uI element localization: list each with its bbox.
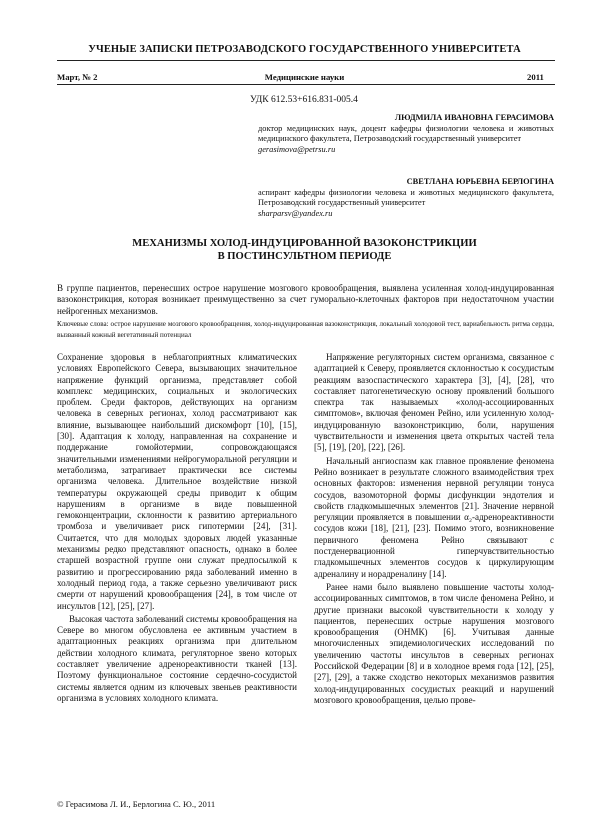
author-email[interactable]: gerasimova@petrsu.ru [258, 144, 336, 154]
header-rule [57, 60, 555, 61]
right-column [314, 352, 554, 708]
issue-label: Март, № 2 [57, 72, 98, 82]
title-line: МЕХАНИЗМЫ ХОЛОД-ИНДУЦИРОВАННОЙ ВАЗОКОНСТРИКЦИИ [132, 238, 477, 249]
author-block-1 [258, 113, 554, 155]
author-affiliation: аспирант кафедры физиологии человека и животных медицинского факультета, Петрозаводский государственный университет [258, 187, 554, 207]
keywords: Ключевые слова: острое нарушение мозгового кровообращения, холод-индуцированная вазоконстрикция, локальный холодовой тест, вариабельность ритма сердца, вызванный кожный вегетативный потенциал [57, 320, 554, 339]
udk-code: УДК 612.53+616.831-005.4 [250, 95, 358, 105]
author-block-2 [258, 177, 554, 219]
paragraph: Высокая частота заболеваний системы кровообращения на Севере во многом обусловлена ее активным участием в адаптационных реакциях организма при длительном действии холодного климата, регуляторное звено которых составляет увеличение адренореактивности тканей [13]. Поэтому функциональное состояние сердечно-сосудистой системы является одним из ключевых звеньев реактивности организма в условиях холодного климата. [57, 613, 297, 703]
paragraph: Ранее нами было выявлено повышение частоты холод-ассоциированных симптомов, в том числе феномена Рейно, и другие признаки высокой чувствительности к холоду у пациентов, перенесших острые нарушения мозгового кровообращения (ОНМК) [6]. Учитывая данные многочисленных эпидемиологических исследований по увеличению частоты инсультов в северных регионах Российской Федерации [8] и в холодное время года [12], [25], [27], [29], а также сходство некоторых механизмов развития холод-индуцированных сосудистых реакций и нарушений мозгового кровообращения, целью прове- [314, 581, 554, 705]
article-title [0, 237, 609, 263]
journal-title: УЧЕНЫЕ ЗАПИСКИ ПЕТРОЗАВОДСКОГО ГОСУДАРСТВЕННОГО УНИВЕРСИТЕТА [88, 44, 521, 55]
year-label: 2011 [527, 72, 544, 82]
author-name: СВЕТЛАНА ЮРЬЕВНА БЕРЛОГИНА [406, 177, 554, 186]
section-label: Медицинские науки [264, 72, 345, 82]
paragraph: Сохранение здоровья в неблагоприятных климатических условиях Европейского Севера, вызывающих значительное напряжение функций организма, представляет собой комплекс медицинских, социальных и экологических проблем. Среди факторов, действующих на организм человека в северных регионах, холод рассматривают как влияние, вызывающее наибольший дискомфорт [10], [15], [30]. Адаптация к холоду, направленная на сохранение и поддержание гомойотермии, сопровождающаяся значительными изменениями нейрогуморальной регуляции и метаболизма, затрагивает практически все системы организма человека. Длительное воздействие низкой температуры окружающей среды приводит к общим нарушениям в организме в виде повышенной гемоконцентрации, склонности к развитию артериального тромбоза и увеличивает риск гипотермии [24], [31]. Считается, что для молодых здоровых людей указанные механизмы редко представляют опасность, однако в более старшей возрастной группе они служат предпосылкой к развитию и прогрессированию ряда заболеваний именно в холодный период года, а также серьезно увеличивают риск смерти от нарушений кровообращения [24], в том числе от инсультов [12], [25], [27]. [57, 352, 297, 611]
author-name: ЛЮДМИЛА ИВАНОВНА ГЕРАСИМОВА [394, 113, 554, 122]
abstract: В группе пациентов, перенесших острое нарушение мозгового кровообращения, выявлена усиленная холод-индуцированная вазоконстрикция, которая возникает преимущественно за счет гуморально-клеточных факторов при недостаточном участии нейрогенных механизмов. [57, 283, 554, 316]
paragraph: Напряжение регуляторных систем организма, связанное с адаптацией к Северу, проявляется склонностью к сосудистым реакциям вазоспастического характера [3], [4], [28], что составляет патогенетическую основу проявлений большого спектра так называемых «холод-ассоциированных симптомов», включая феномен Рейно, или усиленную холод-индуцированную вазоконстрикцию, боли, нарушения чувствительности и изменения цвета открытых частей тела [5], [19], [20], [22], [26]. [314, 352, 554, 453]
subheader-rule [57, 84, 555, 85]
title-line: В ПОСТИНСУЛЬТНОМ ПЕРИОДЕ [217, 251, 392, 262]
left-column [57, 352, 297, 706]
paragraph: Начальный ангиоспазм как главное проявление феномена Рейно возникает в результате сложного взаимодействия трех основных факторов: изменения нервной регуляции тонуса сосудов, вазомоторной формы дисфункции эндотелия и свойств гладкомышечных элементов [21]. Значение нервной регуляции проявляется в повышении α₂-адренореактивности сосудов кожи [18], [21], [23]. Помимо этого, возникновение первичного феномена Рейно связывают с постденервационной гиперчувствительностью гладкомышечных элементов сосудов к циркулирующим адреналину и норадреналину [14]. [314, 455, 554, 579]
author-affiliation: доктор медицинских наук, доцент кафедры физиологии человека и животных медицинского факультета, Петрозаводский государственный университет [258, 123, 554, 143]
copyright: © Герасимова Л. И., Берлогина С. Ю., 2011 [57, 799, 216, 809]
author-email[interactable]: sharparsv@yandex.ru [258, 208, 333, 218]
